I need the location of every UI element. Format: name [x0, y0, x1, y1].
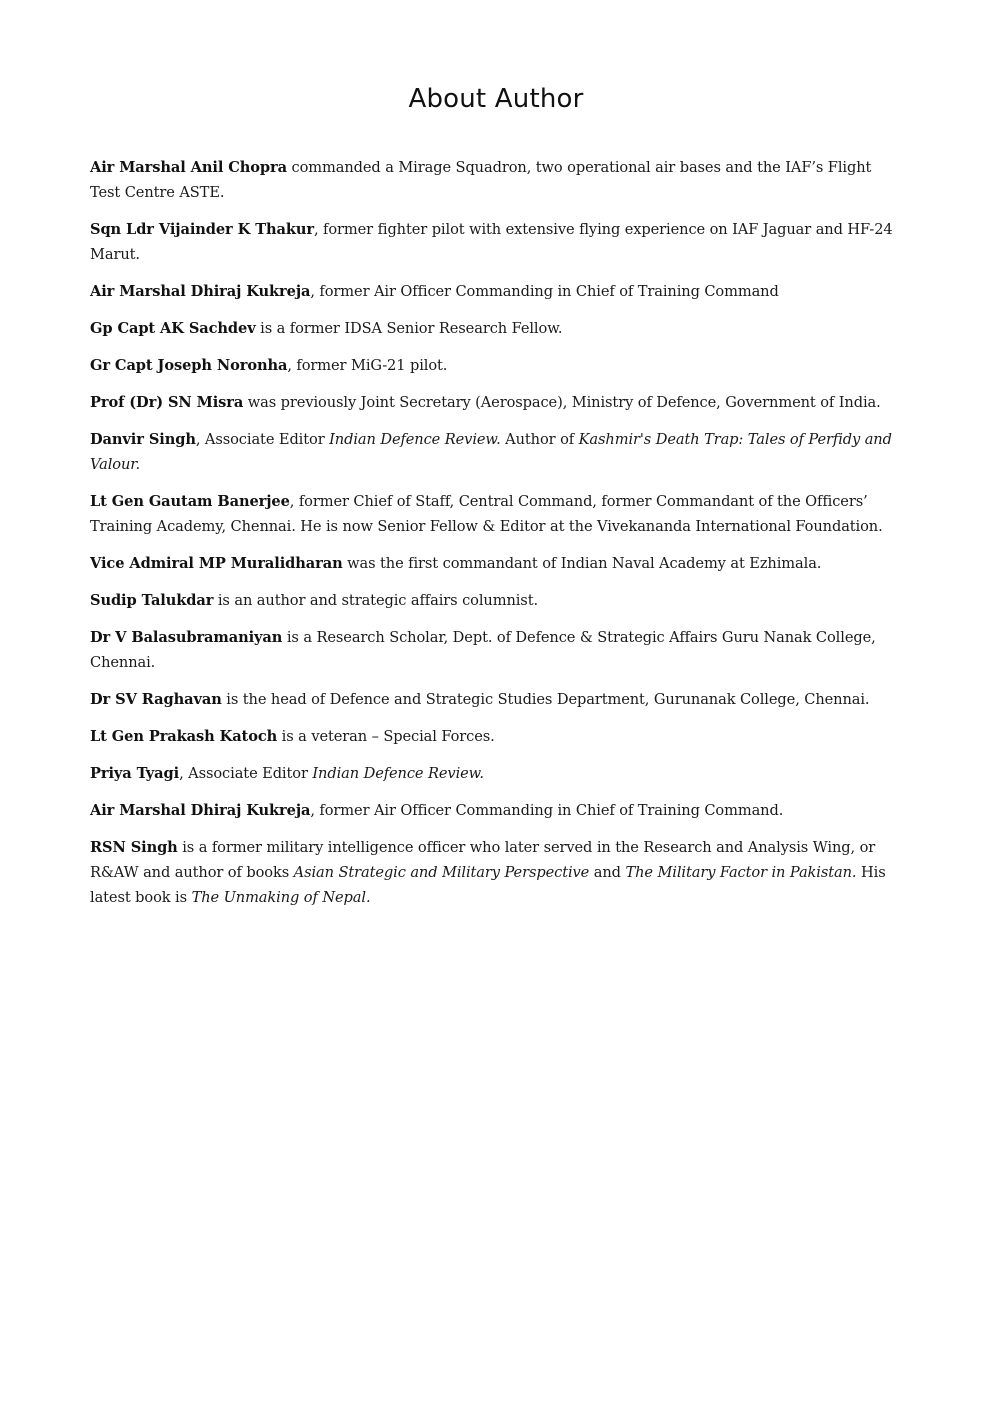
- publication-title: The Military Factor in Pakistan.: [625, 864, 857, 881]
- author-name: Priya Tyagi: [90, 765, 180, 782]
- author-name: Air Marshal Dhiraj Kukreja: [90, 283, 311, 300]
- author-bio: [90, 724, 905, 749]
- author-description: , former Air Officer Commanding in Chief of Training Command.: [310, 802, 784, 819]
- publication-title: Asian Strategic and Military Perspective: [293, 864, 590, 881]
- author-bio: [90, 155, 905, 205]
- author-bio: [90, 353, 905, 378]
- author-bio: [90, 588, 905, 613]
- author-name: RSN Singh: [90, 839, 178, 856]
- author-bio: [90, 279, 905, 304]
- author-name: Sqn Ldr Vijainder K Thakur: [90, 221, 314, 238]
- publication-title: Indian Defence Review.: [329, 431, 501, 448]
- author-name: Dr SV Raghavan: [90, 691, 222, 708]
- author-description: commanded a Mirage Squadron, two operational air bases and the IAF’s Flight Test Centre ASTE.: [90, 159, 872, 201]
- author-name: Danvir Singh: [90, 431, 196, 448]
- author-description: , former MiG-21 pilot.: [287, 357, 448, 374]
- author-description: is a veteran – Special Forces.: [277, 728, 495, 745]
- author-description: , former Chief of Staff, Central Command, former Commandant of the Officers’ Training Academy, Chennai. He is now Senior Fellow & Editor at the Vivekananda International Foundation.: [90, 493, 883, 535]
- author-name: Lt Gen Prakash Katoch: [90, 728, 278, 745]
- author-description: His latest book is: [90, 864, 886, 906]
- author-name: Lt Gen Gautam Banerjee: [90, 493, 290, 510]
- author-description: and: [589, 864, 626, 881]
- author-bio: [90, 625, 905, 675]
- author-name: Gp Capt AK Sachdev: [90, 320, 256, 337]
- author-description: is a former IDSA Senior Research Fellow.: [255, 320, 563, 337]
- author-bio-list: [90, 155, 905, 922]
- author-description: , former fighter pilot with extensive flying experience on IAF Jaguar and HF-24 Marut.: [90, 221, 893, 263]
- author-bio: [90, 427, 905, 477]
- author-description: is the head of Defence and Strategic Studies Department, Gurunanak College, Chennai.: [221, 691, 870, 708]
- author-description: was previously Joint Secretary (Aerospace), Ministry of Defence, Government of India.: [243, 394, 881, 411]
- author-description: Author of: [500, 431, 579, 448]
- author-description: is a former military intelligence officer who later served in the Research and Analysis Wing, or R&AW and author of books: [90, 839, 876, 881]
- author-name: Gr Capt Joseph Noronha: [90, 357, 288, 374]
- author-name: Vice Admiral MP Muralidharan: [90, 555, 343, 572]
- publication-title: The Unmaking of Nepal.: [191, 889, 371, 906]
- publication-title: Kashmir's Death Trap: Tales of Perfidy and Valour.: [90, 431, 892, 473]
- author-bio: [90, 551, 905, 576]
- author-bio: [90, 798, 905, 823]
- author-description: is an author and strategic affairs columnist.: [213, 592, 539, 609]
- author-bio: [90, 217, 905, 267]
- publication-title: Indian Defence Review.: [312, 765, 484, 782]
- author-name: Sudip Talukdar: [90, 592, 214, 609]
- author-bio: [90, 316, 905, 341]
- author-description: is a Research Scholar, Dept. of Defence & Strategic Affairs Guru Nanak College, Chennai.: [90, 629, 876, 671]
- page-title: About Author: [408, 84, 584, 114]
- author-name: Dr V Balasubramaniyan: [90, 629, 283, 646]
- author-description: was the first commandant of Indian Naval Academy at Ezhimala.: [342, 555, 822, 572]
- author-bio: [90, 489, 905, 539]
- author-description: , former Air Officer Commanding in Chief of Training Command: [310, 283, 779, 300]
- author-bio: [90, 687, 905, 712]
- author-bio: [90, 761, 905, 786]
- author-name: Air Marshal Dhiraj Kukreja: [90, 802, 311, 819]
- author-description: , Associate Editor: [195, 431, 330, 448]
- author-bio: [90, 835, 905, 910]
- author-description: , Associate Editor: [179, 765, 313, 782]
- author-bio: [90, 390, 905, 415]
- author-name: Prof (Dr) SN Misra: [90, 394, 244, 411]
- author-name: Air Marshal Anil Chopra: [90, 159, 287, 176]
